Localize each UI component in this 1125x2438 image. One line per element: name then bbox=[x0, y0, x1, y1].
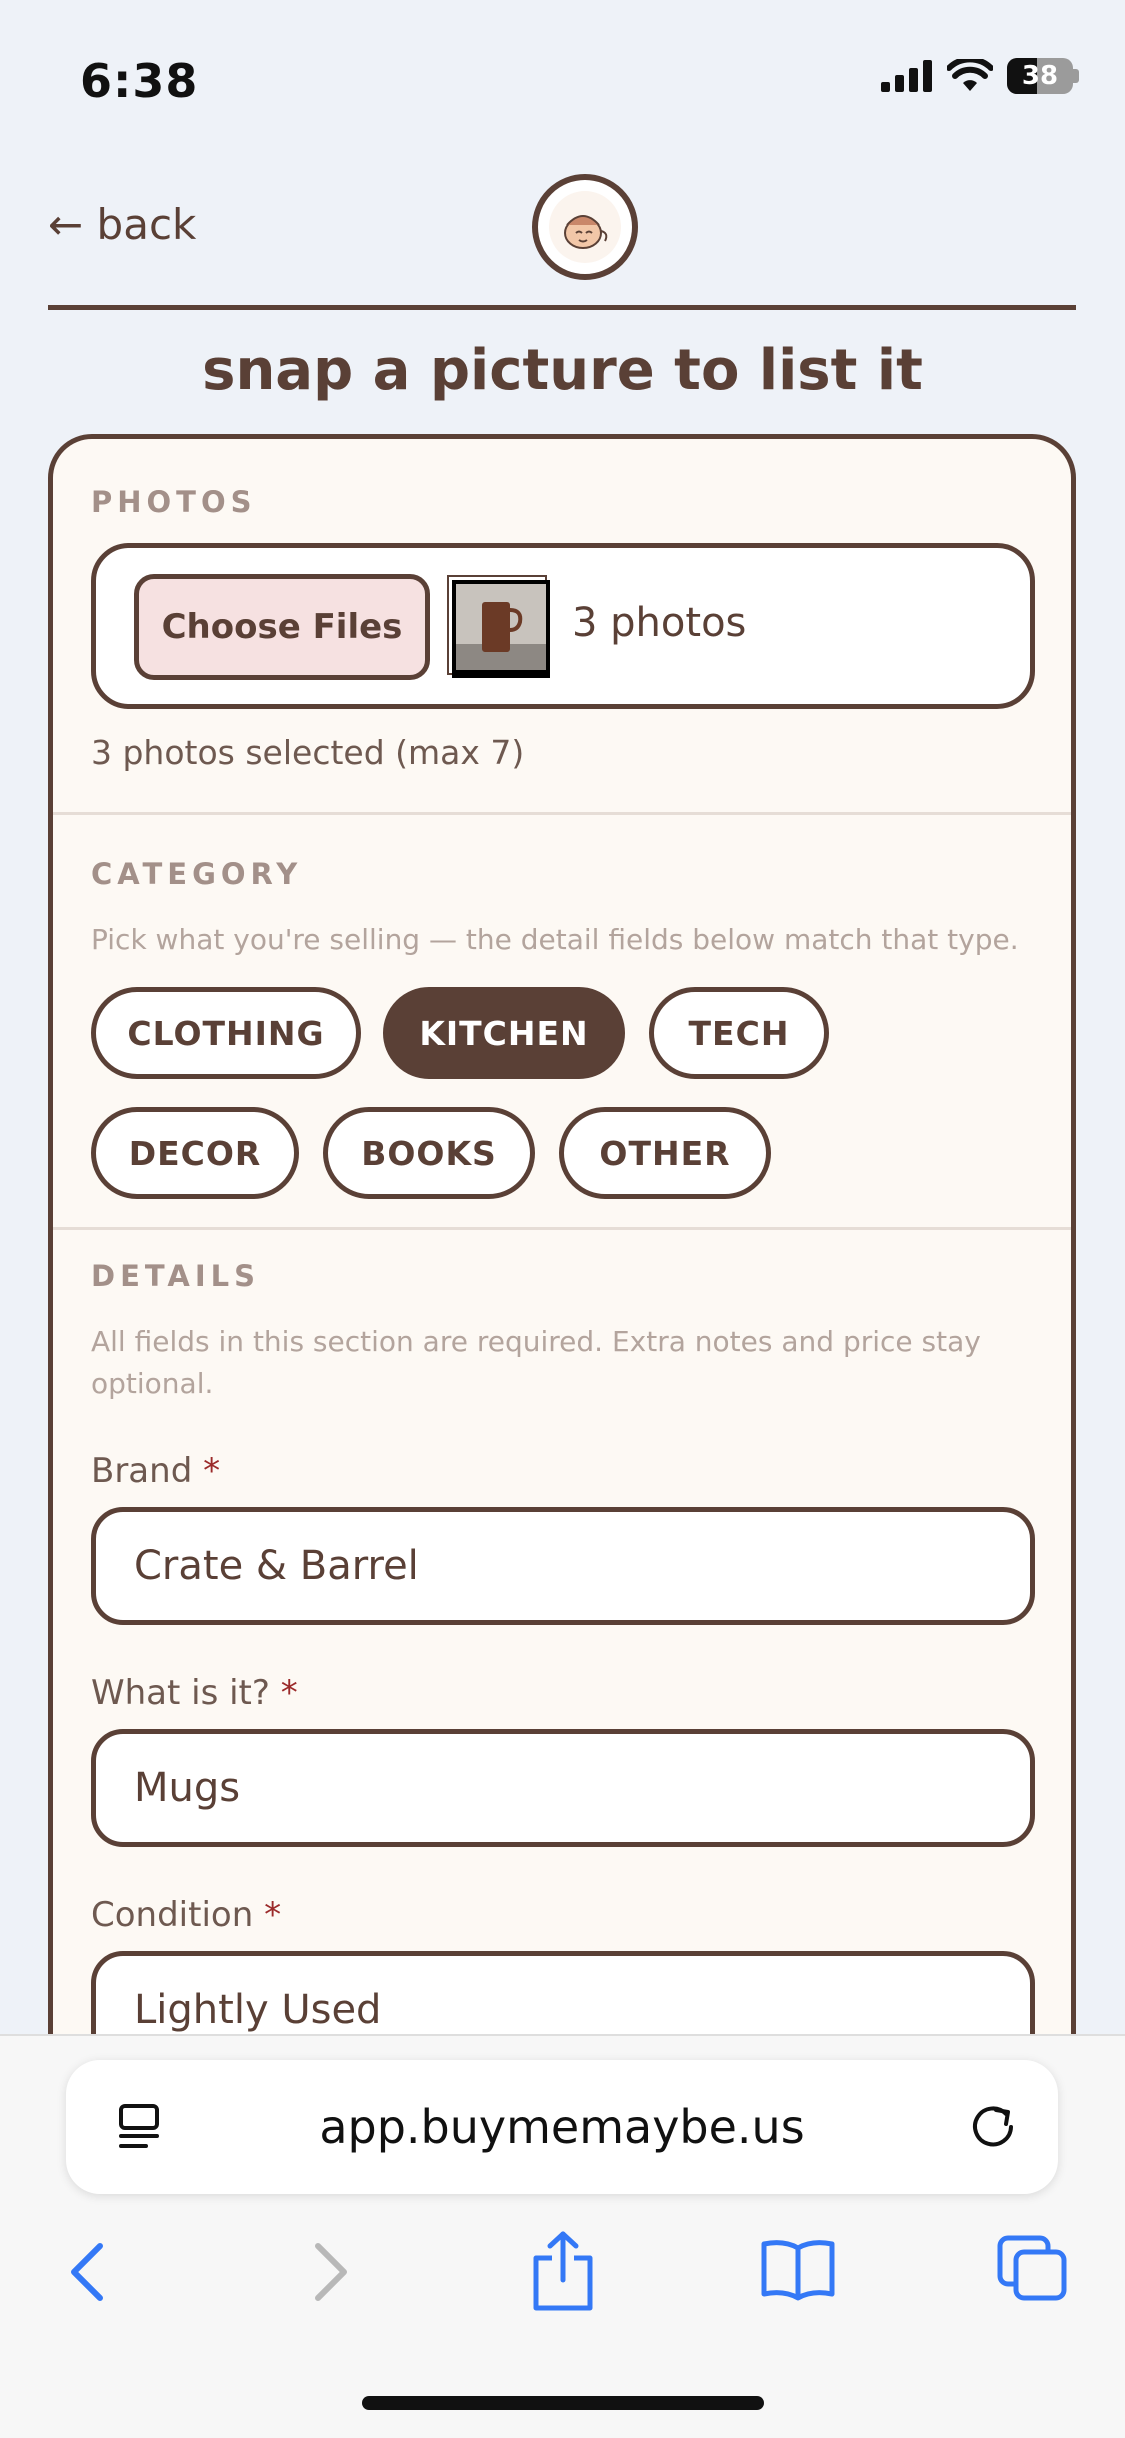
brand-value: Crate & Barrel bbox=[134, 1543, 419, 1589]
page-title: snap a picture to list it bbox=[202, 338, 923, 403]
category-hint: Pick what you're selling — the detail fields below match that type. bbox=[91, 923, 1019, 956]
category-pill-tech[interactable]: TECH bbox=[649, 987, 829, 1079]
what-is-it-input[interactable] bbox=[91, 1729, 1035, 1847]
photo-thumbnail-stack bbox=[446, 574, 550, 678]
category-pill-clothing[interactable]: CLOTHING bbox=[91, 987, 361, 1079]
what-is-it-label bbox=[91, 1673, 298, 1713]
required-mark: * bbox=[264, 1895, 282, 1935]
condition-label-text: Condition bbox=[91, 1895, 254, 1935]
cellular-signal-icon bbox=[881, 60, 933, 92]
photos-selected-text: 3 photos selected (max 7) bbox=[91, 733, 525, 772]
condition-value: Lightly Used bbox=[134, 1987, 382, 2033]
photo-file-input[interactable] bbox=[91, 543, 1035, 709]
section-divider bbox=[53, 1227, 1071, 1230]
reload-icon[interactable] bbox=[966, 2100, 1020, 2154]
details-section-label: DETAILS bbox=[91, 1259, 261, 1293]
what-is-it-label-text: What is it? bbox=[91, 1673, 270, 1713]
share-icon[interactable] bbox=[528, 2228, 598, 2312]
what-is-it-value: Mugs bbox=[134, 1765, 241, 1811]
photo-count-label: 3 photos bbox=[572, 600, 747, 646]
header-divider bbox=[48, 305, 1076, 310]
details-hint: All fields in this section are required. Extra notes and price stay optional. bbox=[91, 1325, 981, 1400]
battery-level: 38 bbox=[1021, 61, 1059, 91]
brand-label-text: Brand bbox=[91, 1451, 193, 1491]
condition-label bbox=[91, 1895, 281, 1935]
brand-input[interactable] bbox=[91, 1507, 1035, 1625]
listing-form-card bbox=[48, 434, 1076, 2134]
category-section-label: CATEGORY bbox=[91, 857, 303, 891]
home-indicator bbox=[362, 2396, 764, 2410]
choose-files-button[interactable]: Choose Files bbox=[134, 574, 430, 680]
status-time: 6:38 bbox=[80, 54, 199, 108]
url-text[interactable]: app.buymemaybe.us bbox=[319, 2100, 805, 2154]
tabs-icon[interactable] bbox=[996, 2234, 1070, 2304]
app-logo[interactable] bbox=[532, 174, 638, 280]
required-mark: * bbox=[280, 1673, 298, 1713]
back-link[interactable]: ← back bbox=[48, 200, 197, 249]
status-icons bbox=[881, 58, 1079, 94]
category-pill-kitchen[interactable]: KITCHEN bbox=[383, 987, 625, 1079]
required-mark: * bbox=[203, 1451, 221, 1491]
category-pill-decor[interactable]: DECOR bbox=[91, 1107, 299, 1199]
battery-icon bbox=[1007, 58, 1079, 94]
photos-section-label: PHOTOS bbox=[91, 485, 257, 519]
bookmarks-icon[interactable] bbox=[760, 2236, 836, 2302]
brand-label bbox=[91, 1451, 220, 1491]
back-arrow-icon[interactable] bbox=[66, 2240, 110, 2304]
wifi-icon bbox=[947, 59, 993, 93]
section-divider bbox=[53, 812, 1071, 815]
mug-face-logo-icon bbox=[547, 189, 623, 265]
forward-arrow-icon[interactable] bbox=[308, 2240, 352, 2304]
category-pill-books[interactable]: BOOKS bbox=[323, 1107, 535, 1199]
category-pill-other[interactable]: OTHER bbox=[559, 1107, 771, 1199]
